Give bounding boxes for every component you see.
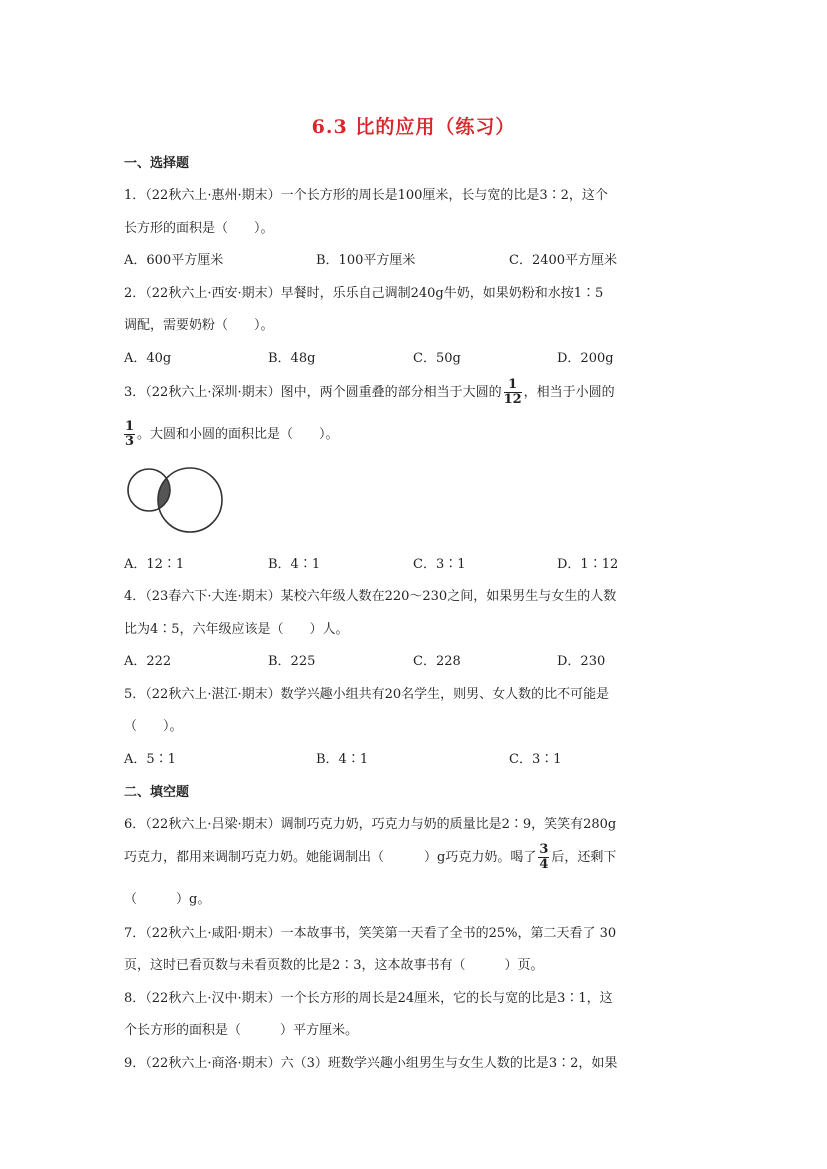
fraction-denominator: 12 [503,392,522,407]
question-1-line-1: 1．（22秋六上·惠州·期末）一个长方形的周长是100厘米，长与宽的比是3∶2，这个 [124,188,608,203]
q6-text-c: 后，还剩下 [551,850,617,865]
question-2-line-1: 2．（22秋六上·西安·期末）早餐时，乐乐自己调制240g牛奶，如果奶粉和水按1∶5 [124,286,604,301]
question-6-line-3: （ ）g。 [124,892,211,907]
q3-text-a: 3．（22秋六上·深圳·期末）图中，两个圆重叠的部分相当于大圆的 [124,385,502,400]
question-8-line-2: 个长方形的面积是（ ）平方厘米。 [124,1023,359,1038]
section-heading-fill: 二、填空题 [124,785,190,800]
fraction-numerator: 1 [125,419,135,434]
fraction-numerator: 3 [539,842,549,857]
q5-option-a: A．5∶1 [124,752,176,767]
q4-option-c: C．228 [413,654,461,669]
q5-option-c: C．3∶1 [509,752,562,767]
q3-option-c: C．3∶1 [413,557,466,572]
q2-option-c: C．50g [413,351,461,366]
question-1-line-2: 长方形的面积是（ ）。 [124,221,274,236]
q5-option-b: B．4∶1 [316,752,369,767]
q1-option-c: C．2400平方厘米 [509,253,618,268]
overlapping-circles-figure [124,462,228,538]
fraction-numerator: 1 [504,378,522,393]
fraction-one-twelfth [504,378,522,407]
q3-text-c: 。大圆和小圆的面积比是（ ）。 [137,427,339,442]
q4-option-a: A．222 [124,654,172,669]
question-6-line-1: 6．（22秋六上·吕梁·期末）调制巧克力奶，巧克力与奶的质量比是2∶9，笑笑有280g [124,817,617,832]
question-8-line-1: 8．（22秋六上·汉中·期末）一个长方形的周长是24厘米，它的长与宽的比是3∶1，这 [124,991,613,1006]
question-6-line-2 [124,843,616,872]
q3-option-a: A．12∶1 [124,557,185,572]
q6-text-a: 巧克力，都用来调制巧克力奶。她能调制出（ [124,850,385,865]
question-3-line-2 [124,420,339,449]
q3-option-b: B．4∶1 [268,557,321,572]
fraction-three-quarters [538,843,549,872]
q3-option-d: D．1∶12 [557,557,619,572]
question-9-line-1: 9．（22秋六上·商洛·期末）六（3）班数学兴趣小组男生与女生人数的比是3∶2，如果 [124,1056,618,1071]
question-2-line-2: 调配，需要奶粉（ ）。 [124,318,274,333]
question-4-line-2: 比为4∶5，六年级应该是（ ）人。 [124,622,349,637]
fraction-denominator: 3 [125,434,135,449]
q2-option-a: A．40g [124,351,172,366]
q1-option-a: A．600平方厘米 [124,253,224,268]
fraction-one-third [124,420,135,449]
question-5-line-2: （ ）。 [124,719,183,734]
q2-option-d: D．200g [557,351,614,366]
fraction-denominator: 4 [539,857,549,872]
q6-text-b: ）g巧克力奶。喝了 [424,850,537,865]
q4-option-b: B．225 [268,654,316,669]
q4-option-d: D．230 [557,654,606,669]
question-3-line-1 [124,378,615,407]
question-4-line-1: 4．（23春六下·大连·期末）某校六年级人数在220～230之间，如果男生与女生的人数 [124,589,617,604]
q2-option-b: B．48g [268,351,316,366]
q3-text-b: ，相当于小圆的 [523,385,615,400]
section-heading-choice: 一、选择题 [124,156,190,171]
page-title: 6.3 比的应用（练习） [311,116,516,138]
q1-option-b: B．100平方厘米 [316,253,416,268]
question-7-line-2: 页，这时已看页数与未看页数的比是2∶3，这本故事书有（ ）页。 [124,958,544,973]
question-5-line-1: 5．（22秋六上·湛江·期末）数学兴趣小组共有20名学生，则男、女人数的比不可能是 [124,687,610,702]
question-7-line-1: 7．（22秋六上·咸阳·期末）一本故事书，笑笑第一天看了全书的25%，第二天看了 30 [124,926,617,941]
